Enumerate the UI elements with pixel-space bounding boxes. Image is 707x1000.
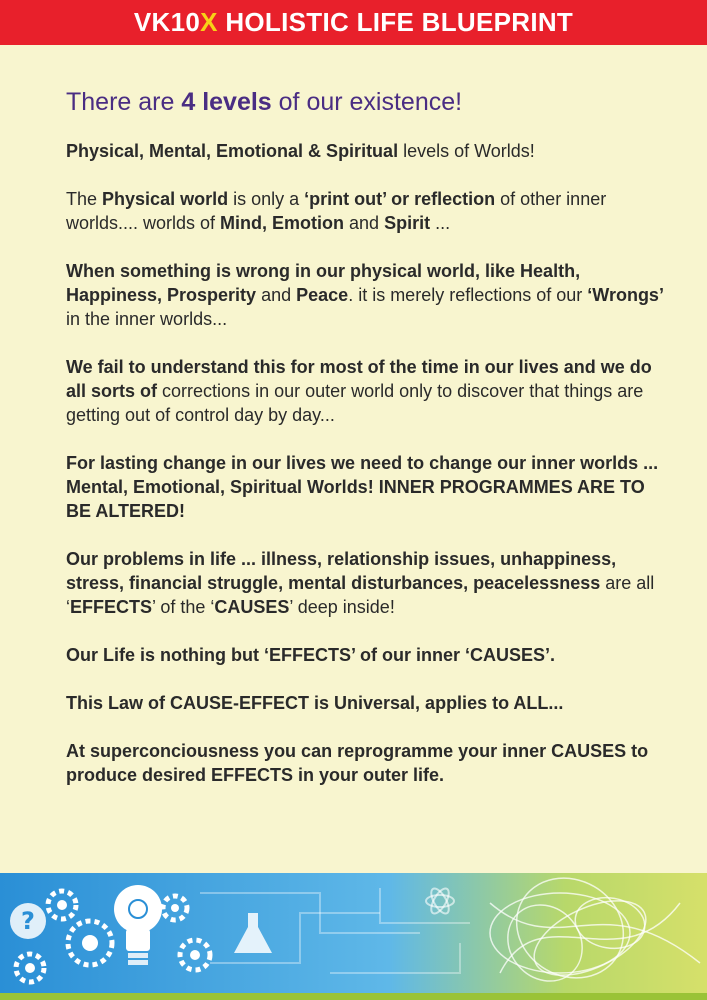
svg-text:?: ? [21,907,35,935]
text: The [66,189,103,209]
headline-bold: 4 levels [181,88,272,116]
header-title-suffix: HOLISTIC LIFE BLUEPRINT [217,7,574,37]
text-bold: Physical world [102,189,229,209]
text: corrections in our outer world only to discover that things are getting out of control day by day... [66,381,644,425]
paragraph-wrong [66,259,666,331]
text-bold: At superconciousness you can reprogramme your inner CAUSES to produce desired EFFECTS in your outer life. [66,741,649,785]
question-mark-icon [10,903,46,939]
banner-illustration [0,873,707,993]
text-bold: When something is wrong in our physical world, like Health, Happiness, Prosperity [66,261,581,305]
bottom-banner [0,873,707,993]
text: and [256,285,297,305]
text: are all ‘ [66,573,655,617]
paragraph-superconciousness [66,739,666,787]
text: in the inner worlds... [66,309,228,329]
paragraph-lasting-change [66,451,666,523]
text-bold: Our Life is nothing but ‘EFFECTS’ of our inner ‘CAUSES’. [66,645,555,665]
paragraph-law [66,691,666,715]
headline [66,88,666,117]
text-bold: Mind, Emotion [220,213,345,233]
text: is only a [228,189,305,209]
header-title [134,7,573,38]
bottom-strip [0,993,707,1000]
headline-pre: There are [66,88,182,116]
text-bold: ‘Wrongs’ [587,285,664,305]
page-header [0,0,707,45]
header-title-x: X [200,7,218,37]
text-bold: We fail to understand this for most of the time in our lives and we do all sorts of [66,357,652,401]
text: . it is merely reflections of our [348,285,588,305]
text: levels of Worlds! [398,141,535,161]
text-bold: Our problems in life ... illness, relationship issues, unhappiness, stress, financial struggle, mental disturbances, peacelessness [66,549,617,593]
paragraph-levels [66,139,666,163]
text-bold: This Law of CAUSE-EFFECT is Universal, applies to ALL... [66,693,564,713]
text-bold: ‘print out’ or reflection [304,189,496,209]
text: of other inner worlds.... worlds of [66,189,607,233]
paragraph-life-effects [66,643,666,667]
main-content [66,88,666,811]
paragraph-physical-world [66,187,666,235]
text-bold: CAUSES [214,597,290,617]
header-title-prefix: VK10 [133,7,201,37]
text-bold: EFFECTS [70,597,153,617]
paragraph-fail [66,355,666,427]
text-bold: Physical, Mental, Emotional & Spiritual [66,141,399,161]
text: ’ deep inside! [289,597,395,617]
text: and [344,213,385,233]
text-bold: Peace [296,285,349,305]
text: ... [430,213,451,233]
text-bold: For lasting change in our lives we need to change our inner worlds ... Mental, Emotional, Spiritual Worlds! INNER PROGRAMMES ARE TO BE ALTERED! [66,453,659,521]
paragraph-problems [66,547,666,619]
headline-post: of our existence! [271,88,463,116]
text-bold: Spirit [384,213,431,233]
text: ’ of the ‘ [152,597,215,617]
